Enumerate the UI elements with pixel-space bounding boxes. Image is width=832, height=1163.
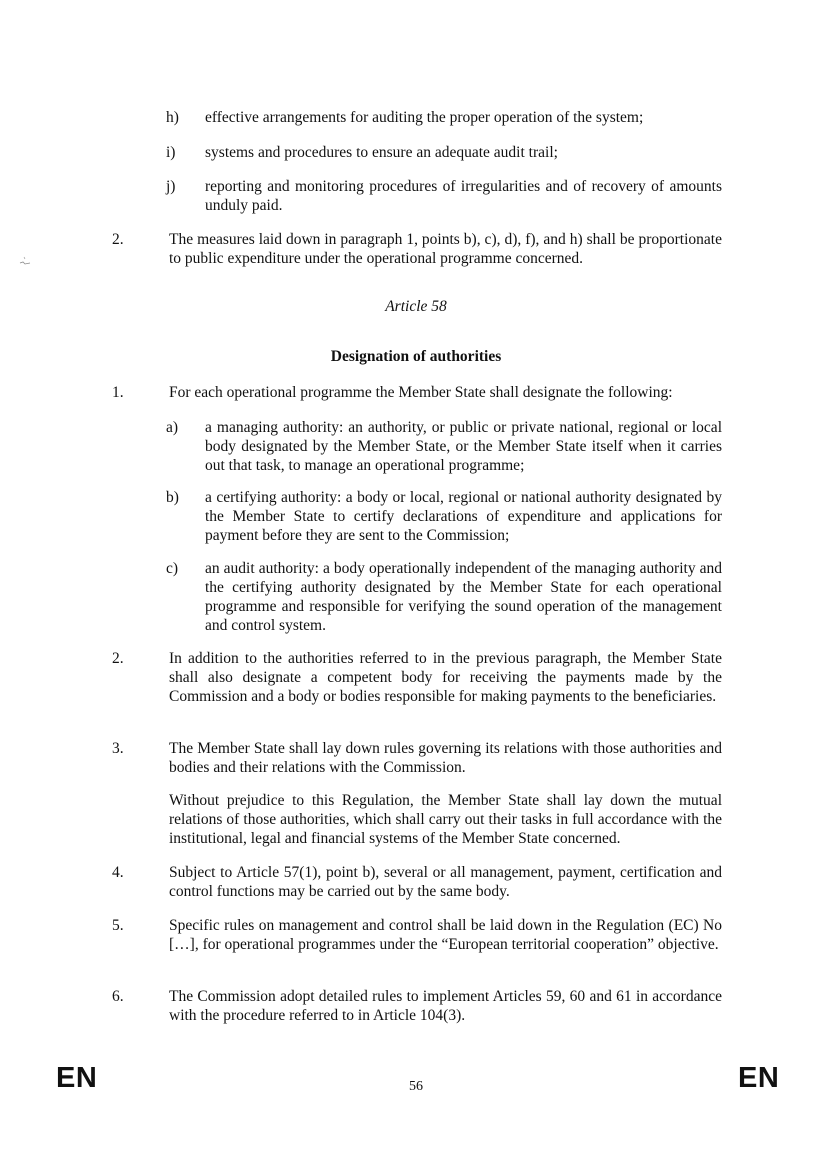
- paragraph-number: 6.: [112, 988, 124, 1005]
- paragraph-text: Specific rules on management and control shall be laid down in the Regulation (EC) No […], for operational programmes under the “European territorial cooperation” objective.: [169, 917, 722, 953]
- paragraph-number: 2.: [112, 650, 124, 667]
- paragraph-text: Subject to Article 57(1), point b), several or all management, payment, certification and control functions may be carried out by the same body.: [169, 864, 722, 900]
- paragraph-number: 4.: [112, 864, 124, 881]
- item-label-h: h): [166, 109, 179, 126]
- paragraph-text: In addition to the authorities referred to in the previous paragraph, the Member State shall also designate a competent body for receiving the payments made by the Commission and a body or bodies responsible for making payments to the beneficiaries.: [169, 650, 722, 705]
- item-text-h: effective arrangements for auditing the proper operation of the system;: [205, 109, 644, 126]
- paragraph-text: For each operational programme the Member State shall designate the following:: [169, 384, 673, 401]
- article-heading: Designation of authorities: [330, 348, 502, 365]
- item-text-i: systems and procedures to ensure an adequate audit trail;: [205, 144, 558, 161]
- paragraph-number: 2.: [112, 231, 124, 248]
- paragraph-text-continued: Without prejudice to this Regulation, the Member State shall lay down the mutual relations of those authorities, which shall carry out their tasks in full accordance with the institutional, legal and financial systems of the Member State concerned.: [169, 792, 722, 847]
- item-text-j: reporting and monitoring procedures of irregularities and of recovery of amounts unduly paid.: [205, 178, 722, 214]
- item-text-a: a managing authority: an authority, or public or private national, regional or local body designated by the Member State, or the Member State itself when it carries out that task, to manage an operational programme;: [205, 419, 722, 474]
- item-label-j: j): [166, 178, 176, 195]
- item-label-c: c): [166, 560, 179, 577]
- paragraph-text: The Commission adopt detailed rules to implement Articles 59, 60 and 61 in accordance with the procedure referred to in Article 104(3).: [169, 988, 722, 1024]
- paragraph-text: The measures laid down in paragraph 1, points b), c), d), f), and h) shall be proportionate to public expenditure under the operational programme concerned.: [169, 231, 722, 267]
- item-label-a: a): [166, 419, 179, 436]
- article-title: Article 58: [385, 298, 447, 315]
- item-text-b: a certifying authority: a body or local, regional or national authority designated by the Member State to certify declarations of expenditure and applications for payment before they are sent to the Commission;: [205, 489, 722, 544]
- paragraph-number: 1.: [112, 384, 124, 401]
- page-number: 56: [409, 1079, 423, 1094]
- item-label-b: b): [166, 489, 179, 506]
- footer-language-left: EN: [56, 1062, 98, 1094]
- paragraph-number: 3.: [112, 740, 124, 757]
- paragraph-number: 5.: [112, 917, 124, 934]
- paragraph-text: The Member State shall lay down rules governing its relations with those authorities and bodies and their relations with the Commission.: [169, 740, 722, 776]
- footer-language-right: EN: [738, 1062, 780, 1094]
- item-label-i: i): [166, 144, 176, 161]
- margin-mark-icon: [18, 254, 32, 268]
- item-text-c: an audit authority: a body operationally independent of the managing authority and the certifying authority designated by the Member State for each operational programme and responsible for verifying the sound operation of the management and control system.: [205, 560, 722, 634]
